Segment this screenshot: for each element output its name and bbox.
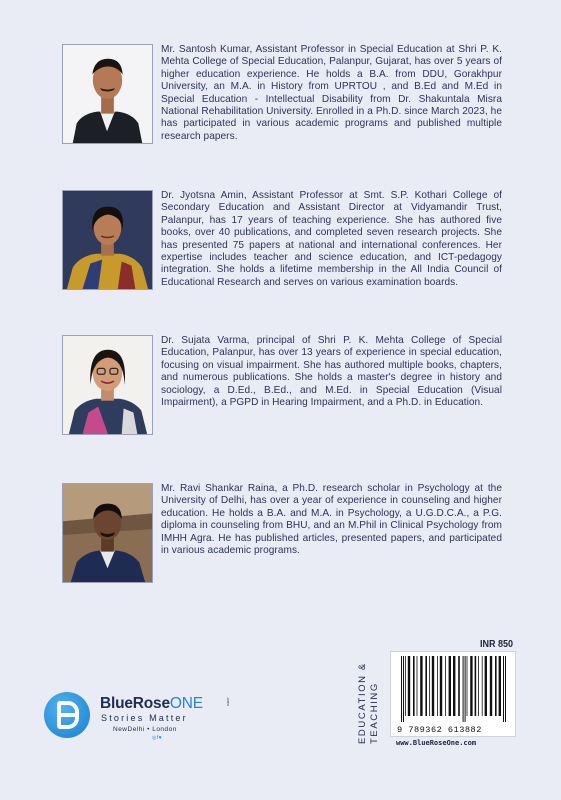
- author-bio-text: Mr. Santosh Kumar, Assistant Professor in Special Education at Shri P. K. Mehta College of Special Education, Palanpur, Gujarat, has over 5 years of higher education experience. He holds a B.A. from DDU, Gorakhpur University, an M.A. in History from UPRTOU , and B.Ed and M.Ed in Special Education - Intellectual Disability from Dr. Shakuntala Misra National Rehabilitation University. Enrolled in a Ph.D. since March 2023, he has participated in various academic programs and published multiple research papers.: [161, 44, 502, 142]
- author-photo: [62, 335, 153, 435]
- isbn-number: 9 789362 613882: [397, 725, 482, 735]
- author-bio-ravi-shankar-raina: [62, 483, 502, 583]
- publisher-logo: [44, 688, 231, 748]
- author-bio-santosh-kumar: [62, 44, 502, 144]
- author-photo: [62, 190, 153, 290]
- category-line-2: TEACHING: [369, 682, 380, 744]
- category-line-1: EDUCATION &: [357, 662, 368, 744]
- author-bio-sujata-varma: [62, 335, 502, 435]
- author-photo: [62, 44, 153, 144]
- barcode-icon: [399, 656, 509, 722]
- publisher-brand: [100, 695, 203, 713]
- author-photo: [62, 483, 153, 583]
- bluerose-logo-icon: [44, 692, 90, 738]
- publisher-website: www.BlueRoseOne.com: [396, 739, 477, 747]
- book-price: INR 850: [480, 639, 514, 650]
- brand-main: BlueRose: [100, 695, 170, 712]
- author-bio-text: Dr. Sujata Varma, principal of Shri P. K. Mehta College of Special Education, Palanpur, has over 13 years of experience in special education, focusing on visual impairment. She has authored multiple books, chapters, and numerous publications. She holds a master's degree in history and sociology, a D.Ed., B.Ed., and M.Ed. in Special Education (Visual Impairment), a PGPD in Hearing Impairment, and a Ph.D. in Education.: [161, 335, 502, 409]
- author-bio-text: Dr. Jyotsna Amin, Assistant Professor at Smt. S.P. Kothari College of Secondary Education and Assistant Director at Vidyamandir Trust, Palanpur, has 17 years of teaching experience. She has authored five books, over 40 publications, and completed seven research projects. She has presented 75 papers at national and international conferences. Her expertise includes teacher and science education, and ICT-pedagogy integration. She holds a lifetime membership in the All India Council of Educational Research and serves on various examination boards.: [161, 190, 502, 288]
- author-bio-text: Mr. Ravi Shankar Raina, a Ph.D. research scholar in Psychology at the University of Delhi, has over a year of experience in counseling and higher education. He holds a B.A. and M.A. in Psychology, a U.G.D.C.A., a P.G. diploma in counseling from BHU, and an M.Phil in Clinical Psychology from IMHH Agra. He has published articles, presented papers, and participated in various academic programs.: [161, 483, 502, 557]
- publisher-tagline: Stories Matter: [101, 713, 188, 723]
- author-bio-jyotsna-amin: [62, 190, 502, 290]
- book-category: [357, 656, 385, 744]
- isbn-barcode: [390, 651, 516, 737]
- social-icons: ◎f♥: [152, 735, 163, 741]
- brand-accent: ONE: [169, 695, 203, 712]
- brand-suffix: .com: [226, 697, 231, 706]
- publisher-cities: NewDelhi • London: [113, 726, 177, 733]
